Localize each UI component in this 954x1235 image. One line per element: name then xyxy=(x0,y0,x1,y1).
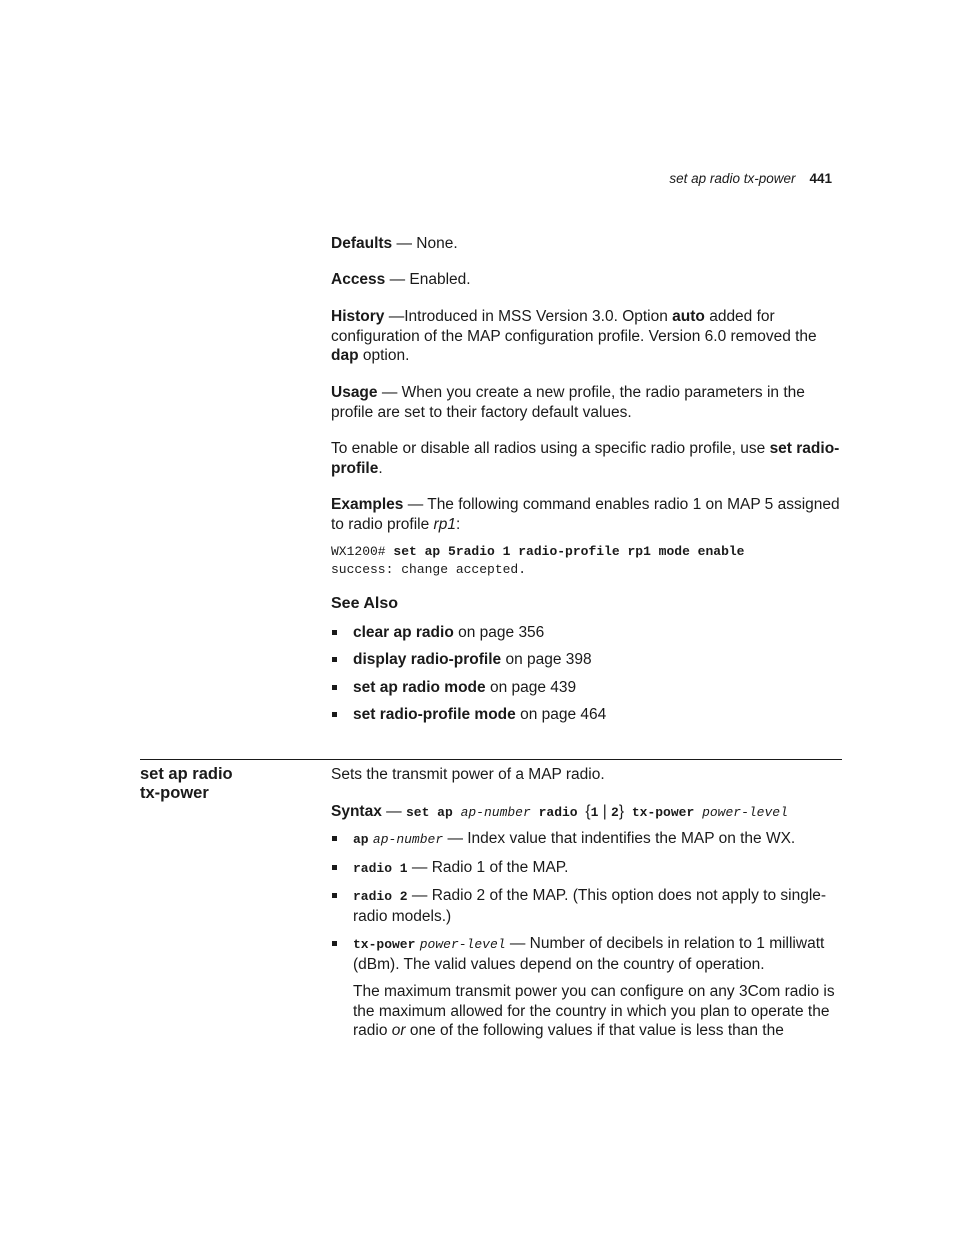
tx-power-note xyxy=(331,982,843,1041)
history-text-2: added for configuration of the MAP configuration profile. Version 6.0 removed the xyxy=(331,308,817,345)
access-label: Access xyxy=(331,271,386,288)
command-title-line-2: tx-power xyxy=(140,784,209,802)
syntax-argument: ap-number xyxy=(460,805,531,820)
see-also-link[interactable]: set radio-profile mode xyxy=(353,706,516,723)
page-number: 441 xyxy=(809,171,832,186)
see-also-page: on page 464 xyxy=(515,706,607,723)
note-emphasis: or xyxy=(391,1022,406,1039)
history-label: History xyxy=(331,308,385,325)
see-also-item[interactable] xyxy=(331,650,843,670)
defaults-paragraph xyxy=(331,234,843,254)
parameter-keyword: ap xyxy=(353,832,369,847)
usage-label: Usage xyxy=(331,384,378,401)
defaults-text: — None. xyxy=(392,235,458,252)
command-title xyxy=(140,765,233,803)
see-also-link[interactable]: display radio-profile xyxy=(353,651,502,668)
note-text-2: one of the following values if that value is less than the xyxy=(405,1022,784,1039)
parameter-list xyxy=(331,829,843,1041)
usage-p2-command-link: set radio-profile xyxy=(331,440,840,477)
command-description xyxy=(331,765,843,785)
see-also-heading: See Also xyxy=(331,595,398,612)
usage-p2-text: To enable or disable all radios using a specific radio profile, use xyxy=(331,440,770,457)
see-also-link[interactable]: set ap radio mode xyxy=(353,678,486,696)
defaults-label: Defaults xyxy=(331,235,393,252)
see-also-item[interactable] xyxy=(331,705,843,725)
see-also-item[interactable] xyxy=(331,623,843,643)
code-line-2: success: change accepted. xyxy=(331,562,527,577)
syntax-option: 2 xyxy=(611,805,619,820)
parameter-argument: power-level xyxy=(419,937,506,952)
command-description-text: Sets the transmit power of a MAP radio. xyxy=(331,766,605,783)
page-header xyxy=(669,171,832,186)
usage-text: — When you create a new profile, the radio parameters in the profile are set to their factory default values. xyxy=(331,384,805,421)
history-text-3: option. xyxy=(358,347,410,364)
history-option-dap: dap xyxy=(331,347,359,364)
examples-label: Examples xyxy=(331,496,404,513)
parameter-argument: ap-number xyxy=(372,832,444,847)
parameter-description: — Index value that indentifies the MAP on the WX. xyxy=(443,830,796,847)
running-title: set ap radio tx-power xyxy=(669,171,796,186)
see-also-item[interactable] xyxy=(331,678,843,698)
parameter-keyword: radio 2 xyxy=(353,889,408,904)
note-text: The maximum transmit power you can configure on any 3Com radio is the maximum allowed for the country in which you plan to operate the radio xyxy=(353,983,835,1039)
parameter-item xyxy=(331,858,843,879)
parameter-description: — Radio 2 of the MAP. (This option does not apply to single-radio models.) xyxy=(353,887,827,925)
code-command: set ap 5radio 1 radio-profile rp1 mode enable xyxy=(393,544,745,559)
parameter-keyword: radio 1 xyxy=(353,860,408,876)
history-option-auto: auto xyxy=(672,308,705,325)
examples-end: : xyxy=(455,515,461,533)
parameter-description: — Radio 1 of the MAP. xyxy=(407,858,569,876)
parameter-keyword: tx-power xyxy=(353,937,416,952)
see-also-section xyxy=(331,594,843,725)
syntax-brace: } xyxy=(618,803,625,820)
syntax-line xyxy=(331,802,843,823)
examples-paragraph xyxy=(331,495,843,534)
parameters xyxy=(331,829,843,974)
syntax-brace: { xyxy=(585,803,591,820)
code-line-1 xyxy=(331,543,843,561)
syntax-keyword: set ap xyxy=(405,805,461,820)
syntax-keyword: tx-power xyxy=(624,805,703,820)
see-also-page: on page 398 xyxy=(501,651,592,668)
see-also-list xyxy=(331,623,843,725)
syntax-option: 1 xyxy=(590,805,599,820)
parameter-description: — Number of decibels in relation to 1 milliwatt (dBm). The valid values depend on the country of operation. xyxy=(353,935,825,973)
section-divider xyxy=(140,759,842,760)
examples-profile-name: rp1 xyxy=(433,515,456,533)
syntax-keyword: radio xyxy=(530,805,586,820)
usage-p2-end: . xyxy=(378,459,383,477)
example-code-block xyxy=(331,543,843,579)
parameter-item xyxy=(331,934,843,974)
command-title-line-1: set ap radio xyxy=(140,765,233,783)
parameter-item xyxy=(331,886,843,926)
usage-paragraph-2 xyxy=(331,439,843,478)
see-also-page: on page 356 xyxy=(453,623,545,641)
access-text: — Enabled. xyxy=(385,271,471,288)
usage-paragraph xyxy=(331,383,843,422)
history-paragraph xyxy=(331,307,843,366)
parameter-item xyxy=(331,829,843,850)
syntax-separator: | xyxy=(598,803,612,820)
code-prompt: WX1200# xyxy=(331,544,394,559)
see-also-link[interactable]: clear ap radio xyxy=(353,623,454,641)
history-text: —Introduced in MSS Version 3.0. Option xyxy=(384,308,673,325)
examples-text: — The following command enables radio 1 on MAP 5 assigned to radio profile xyxy=(331,496,840,533)
syntax-dash: — xyxy=(381,803,406,820)
access-paragraph xyxy=(331,270,843,290)
see-also-page: on page 439 xyxy=(485,678,577,696)
syntax-argument: power-level xyxy=(702,805,788,820)
syntax-label: Syntax xyxy=(331,803,382,820)
